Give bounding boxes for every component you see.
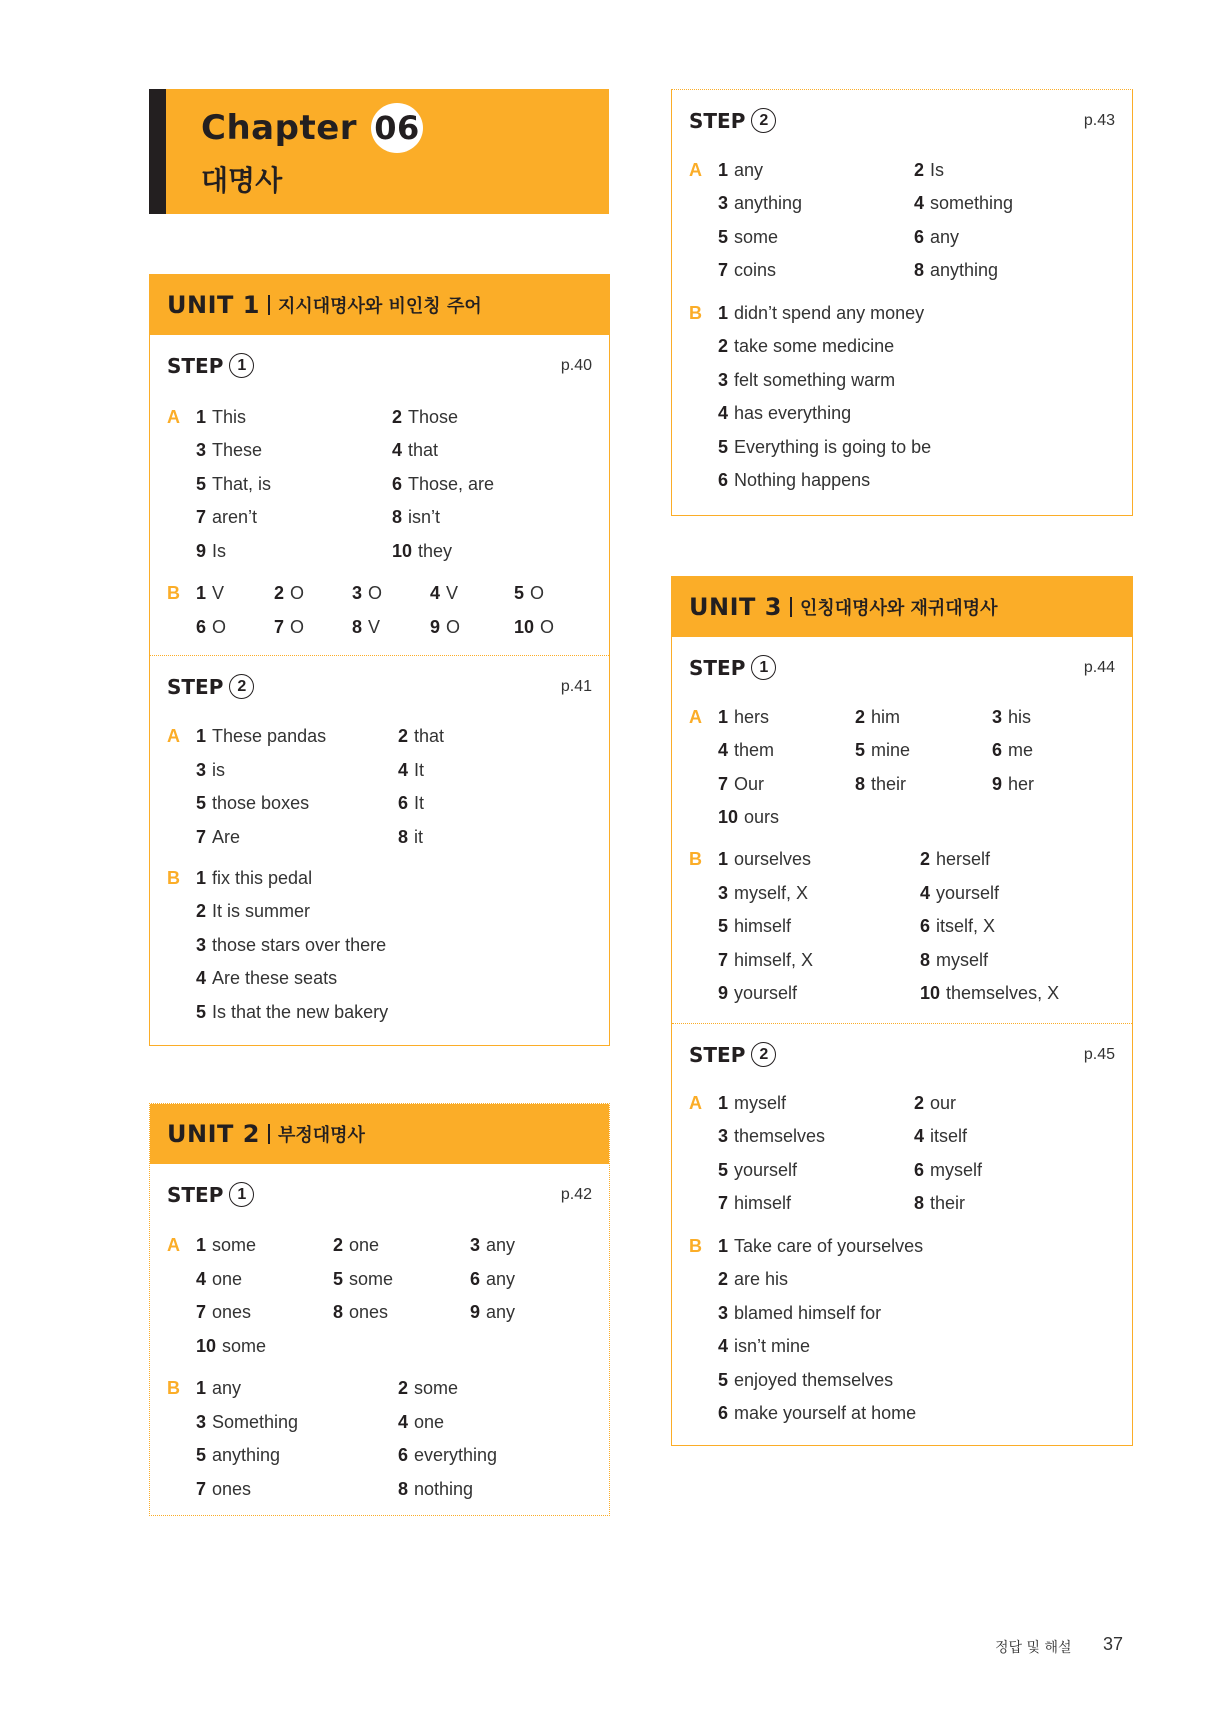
- step-label: STEP: [167, 353, 224, 378]
- answer-item: 4 has everything: [718, 403, 852, 423]
- step-number: 1: [229, 353, 254, 378]
- answer-item: 7 Are: [196, 827, 241, 847]
- answer-item: 3 felt something warm: [718, 370, 896, 390]
- step-heading: [167, 674, 254, 699]
- answer-item: 10 themselves, X: [920, 983, 1060, 1003]
- answer-item: 1 Take care of yourselves: [718, 1236, 924, 1256]
- answer-item: 9 any: [470, 1302, 516, 1322]
- answer-item: 3 blamed himself for: [718, 1303, 882, 1323]
- answer-item: 4 that: [392, 440, 439, 460]
- answer-item: 10 O: [514, 617, 555, 637]
- answer-item: 2 Those: [392, 407, 459, 427]
- answer-item: 6 any: [914, 227, 960, 247]
- unit2-step2: [672, 90, 1132, 515]
- section-letter: B: [689, 849, 702, 869]
- section-letter: A: [689, 707, 702, 727]
- step-number: 2: [229, 674, 254, 699]
- answer-item: 5 anything: [196, 1445, 281, 1465]
- answer-item: 5 himself: [718, 916, 792, 936]
- answer-item: 3 anything: [718, 193, 803, 213]
- unit1-subtitle: 지시대명사와 비인칭 주어: [277, 296, 482, 317]
- chapter-subtitle: 대명사: [201, 164, 283, 197]
- answer-item: 3 his: [992, 707, 1032, 727]
- step-label: STEP: [689, 655, 746, 680]
- answer-item: 6 me: [992, 740, 1034, 760]
- answer-item: 3 is: [196, 760, 226, 780]
- answer-item: 4 Are these seats: [196, 968, 338, 988]
- answer-item: 2 some: [398, 1378, 459, 1398]
- page-reference: p.42: [560, 1186, 592, 1203]
- section-letter: B: [689, 303, 702, 323]
- chapter-header: [149, 89, 609, 214]
- step-heading: [689, 108, 776, 133]
- chapter-label: Chapter: [201, 108, 358, 148]
- page-reference: p.44: [1083, 659, 1115, 676]
- answer-item: 4 one: [196, 1269, 243, 1289]
- answer-item: 5 That, is: [196, 474, 272, 494]
- answer-item: 3 any: [470, 1235, 516, 1255]
- section-letter: B: [167, 583, 180, 603]
- step-heading: [167, 353, 254, 378]
- step-number: 2: [751, 1042, 776, 1067]
- answer-item: 6 myself: [914, 1160, 983, 1180]
- answer-item: 7 Our: [718, 774, 765, 794]
- answer-item: 4 one: [398, 1412, 445, 1432]
- answer-item: 3 myself, X: [718, 883, 809, 903]
- answer-item: 7 O: [274, 617, 305, 637]
- unit-separator: [268, 295, 270, 315]
- unit1-panel: [149, 274, 610, 1046]
- unit1-step1: [150, 335, 609, 655]
- answer-item: 5 some: [333, 1269, 394, 1289]
- step-heading: [689, 655, 776, 680]
- answer-item: 2 that: [398, 726, 445, 746]
- answer-item: 3 those stars over there: [196, 935, 387, 955]
- answer-item: 6 O: [196, 617, 227, 637]
- page-reference: p.43: [1083, 112, 1115, 129]
- section-letter: B: [167, 1378, 180, 1398]
- answer-item: 7 ones: [196, 1479, 252, 1499]
- answer-item: 5 Is that the new bakery: [196, 1002, 389, 1022]
- answer-item: 2 herself: [920, 849, 991, 869]
- answer-item: 5 Everything is going to be: [718, 437, 932, 457]
- answer-item: 1 This: [196, 407, 247, 427]
- answer-item: 7 coins: [718, 260, 777, 280]
- answer-item: 9 her: [992, 774, 1035, 794]
- answer-item: 9 O: [430, 617, 461, 637]
- answer-item: 6 It: [398, 793, 425, 813]
- answer-item: 5 O: [514, 583, 545, 603]
- answer-item: 7 aren’t: [196, 507, 258, 527]
- answer-item: 2 Is: [914, 160, 945, 180]
- answer-item: 1 hers: [718, 707, 770, 727]
- step-number: 2: [751, 108, 776, 133]
- unit2-title: UNIT 2: [167, 1120, 260, 1148]
- answer-item: 9 Is: [196, 541, 227, 561]
- answer-item: 6 Nothing happens: [718, 470, 871, 490]
- unit1-header: [150, 275, 609, 335]
- answer-item: 4 V: [430, 583, 459, 603]
- answer-item: 6 itself, X: [920, 916, 996, 936]
- answer-item: 4 itself: [914, 1126, 968, 1146]
- footer-label: 정답 및 해설: [995, 1640, 1072, 1656]
- step-label: STEP: [689, 1042, 746, 1067]
- answer-item: 5 mine: [855, 740, 911, 760]
- unit-separator: [790, 597, 792, 617]
- page-reference: p.45: [1083, 1046, 1115, 1063]
- answer-item: 1 fix this pedal: [196, 868, 313, 888]
- answer-item: 2 him: [855, 707, 901, 727]
- answer-item: 8 it: [398, 827, 424, 847]
- answer-item: 7 himself, X: [718, 950, 814, 970]
- answer-item: 8 their: [914, 1193, 966, 1213]
- answer-item: 8 ones: [333, 1302, 389, 1322]
- chapter-title: [201, 103, 423, 153]
- answer-item: 2 one: [333, 1235, 380, 1255]
- unit2-step2-panel: [671, 89, 1133, 516]
- step-label: STEP: [167, 674, 224, 699]
- answer-item: 9 yourself: [718, 983, 798, 1003]
- answer-item: 1 any: [718, 160, 764, 180]
- unit2-subtitle: 부정대명사: [277, 1125, 365, 1146]
- answer-item: 10 they: [392, 541, 453, 561]
- unit3-step2: [672, 1023, 1132, 1443]
- answer-item: 5 yourself: [718, 1160, 798, 1180]
- answer-item: 4 It: [398, 760, 425, 780]
- unit1-step2: [150, 655, 609, 1045]
- page-reference: p.40: [560, 357, 592, 374]
- unit3-panel: [671, 576, 1133, 1446]
- answer-item: 4 isn’t mine: [718, 1336, 811, 1356]
- unit-separator: [268, 1124, 270, 1144]
- answer-item: 1 V: [196, 583, 225, 603]
- answer-item: 10 ours: [718, 807, 780, 827]
- answer-item: 8 nothing: [398, 1479, 474, 1499]
- answer-item: 6 Those, are: [392, 474, 495, 494]
- answer-item: 8 myself: [920, 950, 989, 970]
- answer-item: 2 our: [914, 1093, 957, 1113]
- answer-item: 2 O: [274, 583, 305, 603]
- section-letter: A: [167, 1235, 180, 1255]
- answer-item: 6 make yourself at home: [718, 1403, 917, 1423]
- answer-item: 1 some: [196, 1235, 257, 1255]
- section-letter: A: [689, 160, 702, 180]
- section-letter: A: [167, 726, 180, 746]
- answer-item: 5 enjoyed themselves: [718, 1370, 894, 1390]
- unit3-step1: [672, 637, 1132, 1023]
- section-letter: B: [167, 868, 180, 888]
- section-letter: B: [689, 1236, 702, 1256]
- unit2-header: [150, 1104, 609, 1164]
- unit2-panel: [149, 1103, 610, 1516]
- page-number: 37: [1103, 1634, 1124, 1654]
- answer-item: 2 are his: [718, 1269, 789, 1289]
- answer-item: 6 everything: [398, 1445, 498, 1465]
- unit3-header: [672, 577, 1132, 637]
- answer-item: 3 These: [196, 440, 263, 460]
- step-label: STEP: [167, 1182, 224, 1207]
- answer-item: 1 didn’t spend any money: [718, 303, 925, 323]
- section-letter: A: [689, 1093, 702, 1113]
- unit3-subtitle: 인칭대명사와 재귀대명사: [799, 598, 998, 619]
- answer-item: 1 ourselves: [718, 849, 812, 869]
- answer-item: 2 take some medicine: [718, 336, 895, 356]
- answer-item: 3 themselves: [718, 1126, 826, 1146]
- answer-item: 8 their: [855, 774, 907, 794]
- page-reference: p.41: [560, 678, 592, 695]
- answer-item: 8 anything: [914, 260, 999, 280]
- answer-item: 8 V: [352, 617, 381, 637]
- answer-item: 3 Something: [196, 1412, 299, 1432]
- step-heading: [167, 1182, 254, 1207]
- answer-item: 6 any: [470, 1269, 516, 1289]
- answer-item: 1 These pandas: [196, 726, 327, 746]
- answer-item: 5 those boxes: [196, 793, 310, 813]
- answer-item: 1 any: [196, 1378, 242, 1398]
- answer-item: 3 O: [352, 583, 383, 603]
- answer-item: 2 It is summer: [196, 901, 311, 921]
- step-number: 1: [751, 655, 776, 680]
- answer-item: 4 them: [718, 740, 775, 760]
- step-heading: [689, 1042, 776, 1067]
- answer-item: 5 some: [718, 227, 779, 247]
- step-number: 1: [229, 1182, 254, 1207]
- unit3-title: UNIT 3: [689, 593, 782, 621]
- answer-item: 8 isn’t: [392, 507, 441, 527]
- answer-item: 7 himself: [718, 1193, 792, 1213]
- step-label: STEP: [689, 108, 746, 133]
- section-letter: A: [167, 407, 180, 427]
- answer-item: 4 yourself: [920, 883, 1000, 903]
- answer-item: 1 myself: [718, 1093, 787, 1113]
- unit1-title: UNIT 1: [167, 291, 260, 319]
- answer-item: 7 ones: [196, 1302, 252, 1322]
- answer-item: 4 something: [914, 193, 1014, 213]
- chapter-number: 06: [371, 103, 423, 153]
- answer-item: 10 some: [196, 1336, 267, 1356]
- unit2-step1: [150, 1164, 609, 1515]
